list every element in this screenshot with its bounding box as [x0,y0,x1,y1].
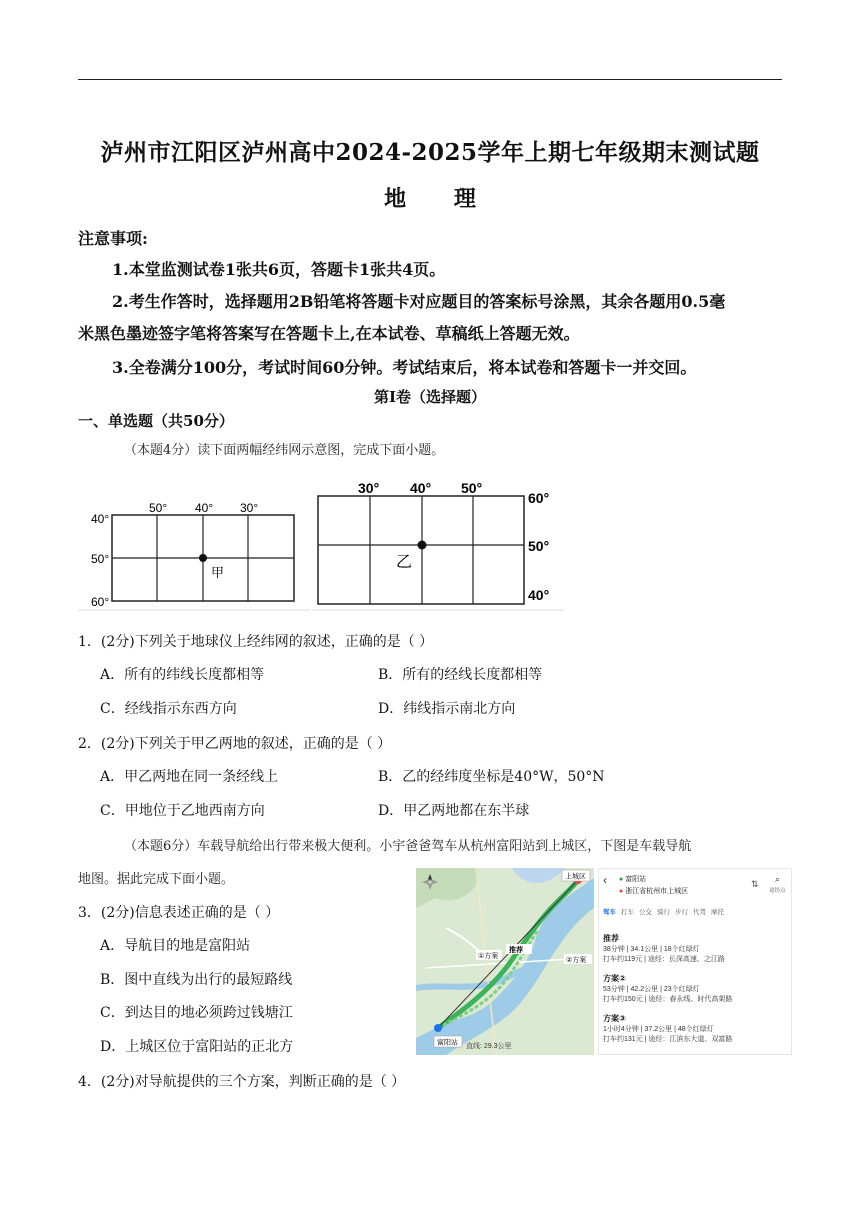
notice-item-2a: 2.考生作答时，选择题用2B铅笔将答题卡对应题目的答案标号涂黑，其余各题用0.5毫 [112,292,726,311]
back-arrow-icon[interactable]: ‹ [603,873,607,887]
tab-taxi[interactable]: 打车 [621,909,634,916]
q3-option-a: A．导航目的地是富阳站 [100,938,251,954]
route-from[interactable]: ● 富阳站 [619,876,647,883]
right-side-label-3: 40° [528,587,550,603]
route-3-line2: 打车约131元 | 途经：江滨东大道、双富路 [603,1036,733,1043]
route-option-2[interactable] [603,973,732,1004]
transport-tabs [603,907,789,916]
exam-title: 泸州市江阳区泸州高中2024-2025学年上期七年级期末测试题 [100,139,760,166]
left-side-label-3: 60° [91,595,110,609]
q1-option-d: D．纬线指示南北方向 [378,701,516,717]
route-1-line1: 38分钟 | 34.1公里 | 18个红绿灯 [603,946,700,953]
group2-intro-line1: （本题6分）车载导航给出行带来极大便利。小宇爸爸驾车从杭州富阳站到上城区，下图是车载导航 [124,839,692,854]
right-side-label-1: 60° [528,490,550,506]
graticule-map-right [312,478,564,612]
left-side-label-1: 40° [91,512,110,526]
q2-option-a: A．甲乙两地在同一条经线上 [100,769,279,785]
tab-valet[interactable]: 代驾 [693,909,706,916]
q3-option-c: C．到达目的地必须跨过钱塘江 [100,1005,293,1021]
exam-subject: 地 理 [384,186,496,212]
notice-heading: 注意事项: [78,229,148,248]
notice-item-3: 3.全卷满分100分，考试时间60分钟。考试结束后，将本试卷和答题卡一并交回。 [112,358,697,377]
right-top-label-1: 30° [358,480,380,496]
tab-cycle[interactable]: 骑行 [657,909,670,916]
q2-option-d: D．甲乙两地都在东半球 [378,803,530,819]
q1-option-c: C．经线指示东西方向 [100,701,237,717]
route-option-3[interactable] [603,1013,732,1044]
map-straight-distance: 直线: 29.3公里 [466,1043,512,1050]
q1-option-b: B．所有的经线长度都相等 [378,667,543,683]
route-3-line1: 1小时4分钟 | 37.2公里 | 48个红绿灯 [603,1026,714,1033]
route-3-name: 方案③ [603,1014,626,1023]
map-start-tag: 富阳站 [437,1039,458,1047]
tab-bus[interactable]: 公交 [639,909,652,916]
right-top-label-2: 40° [410,480,432,496]
point-jia-label: 甲 [211,565,225,580]
route-2-line2: 打车约150元 | 途经：春永线、时代高架路 [603,996,733,1003]
left-top-label-1: 50° [149,501,168,515]
right-side-label-2: 50° [528,538,550,554]
route-option-1[interactable] [603,933,725,964]
point-yi-label: 乙 [396,554,413,571]
route-1-line2: 打车约119元 | 途经：长深高速、之江路 [603,956,725,963]
map-recommend-tag: 推荐 [509,947,523,954]
route-2-name: 方案② [603,974,626,983]
left-side-label-2: 50° [91,552,110,566]
left-top-label-3: 30° [240,501,259,515]
graticule-map-left [78,488,310,612]
group1-intro: （本题4分）读下面两幅经纬网示意图，完成下面小题。 [124,443,445,458]
header-rule [78,79,782,80]
q3-stem: 3．(2分)信息表述正确的是（ ） [78,905,280,921]
notice-item-2b: 米黑色墨迹签字笔将答案写在答题卡上,在本试卷、草稿纸上答题无效。 [78,324,580,343]
map-dest-tag: 上城区 [565,873,586,881]
left-top-label-2: 40° [195,501,214,515]
tab-moto[interactable]: 摩托 [711,909,724,916]
q2-option-b: B．乙的经纬度坐标是40°W，50°N [378,769,605,785]
q4-stem: 4．(2分)对导航提供的三个方案，判断正确的是（ ） [78,1074,406,1090]
waypoint-label[interactable]: 途经点 [769,888,786,894]
q1-option-a: A．所有的纬线长度都相等 [100,667,265,683]
notice-item-1: 1.本堂监测试卷1张共6页，答题卡1张共4页。 [112,260,446,279]
group2-intro-line2: 地图。据此完成下面小题。 [78,872,235,887]
q3-option-b: B．图中直线为出行的最短路线 [100,972,293,988]
point-jia-marker [199,554,207,562]
q1-stem: 1．(2分)下列关于地球仪上经纬网的叙述，正确的是（ ） [78,634,434,650]
tab-drive[interactable]: 驾车 [603,909,616,916]
route-1-name: 推荐 [603,934,619,943]
tab-walk[interactable]: 步行 [675,909,688,916]
route-to[interactable]: ● 浙江省杭州市上城区 [619,888,689,895]
swap-icon[interactable]: ⇅ [751,879,759,889]
point-yi-marker [418,541,427,550]
part-heading: 一、单选题（共50分） [78,412,234,430]
q2-option-c: C．甲地位于乙地西南方向 [100,803,265,819]
nav-map [416,868,594,1055]
route-panel [598,868,792,1055]
q3-option-d: D．上城区位于富阳站的正北方 [100,1039,294,1055]
section-title: 第Ⅰ卷（选择题） [373,388,487,406]
search-icon[interactable]: ⌕ [775,874,781,884]
right-top-label-3: 50° [461,480,483,496]
start-pin-icon [434,1024,442,1032]
route-2-line1: 53分钟 | 42.2公里 | 23个红绿灯 [603,986,700,993]
map-plan1-tag: ①方案 [478,953,499,960]
q2-stem: 2．(2分)下列关于甲乙两地的叙述，正确的是（ ） [78,736,392,752]
map-plan2-tag: ②方案 [566,957,587,964]
